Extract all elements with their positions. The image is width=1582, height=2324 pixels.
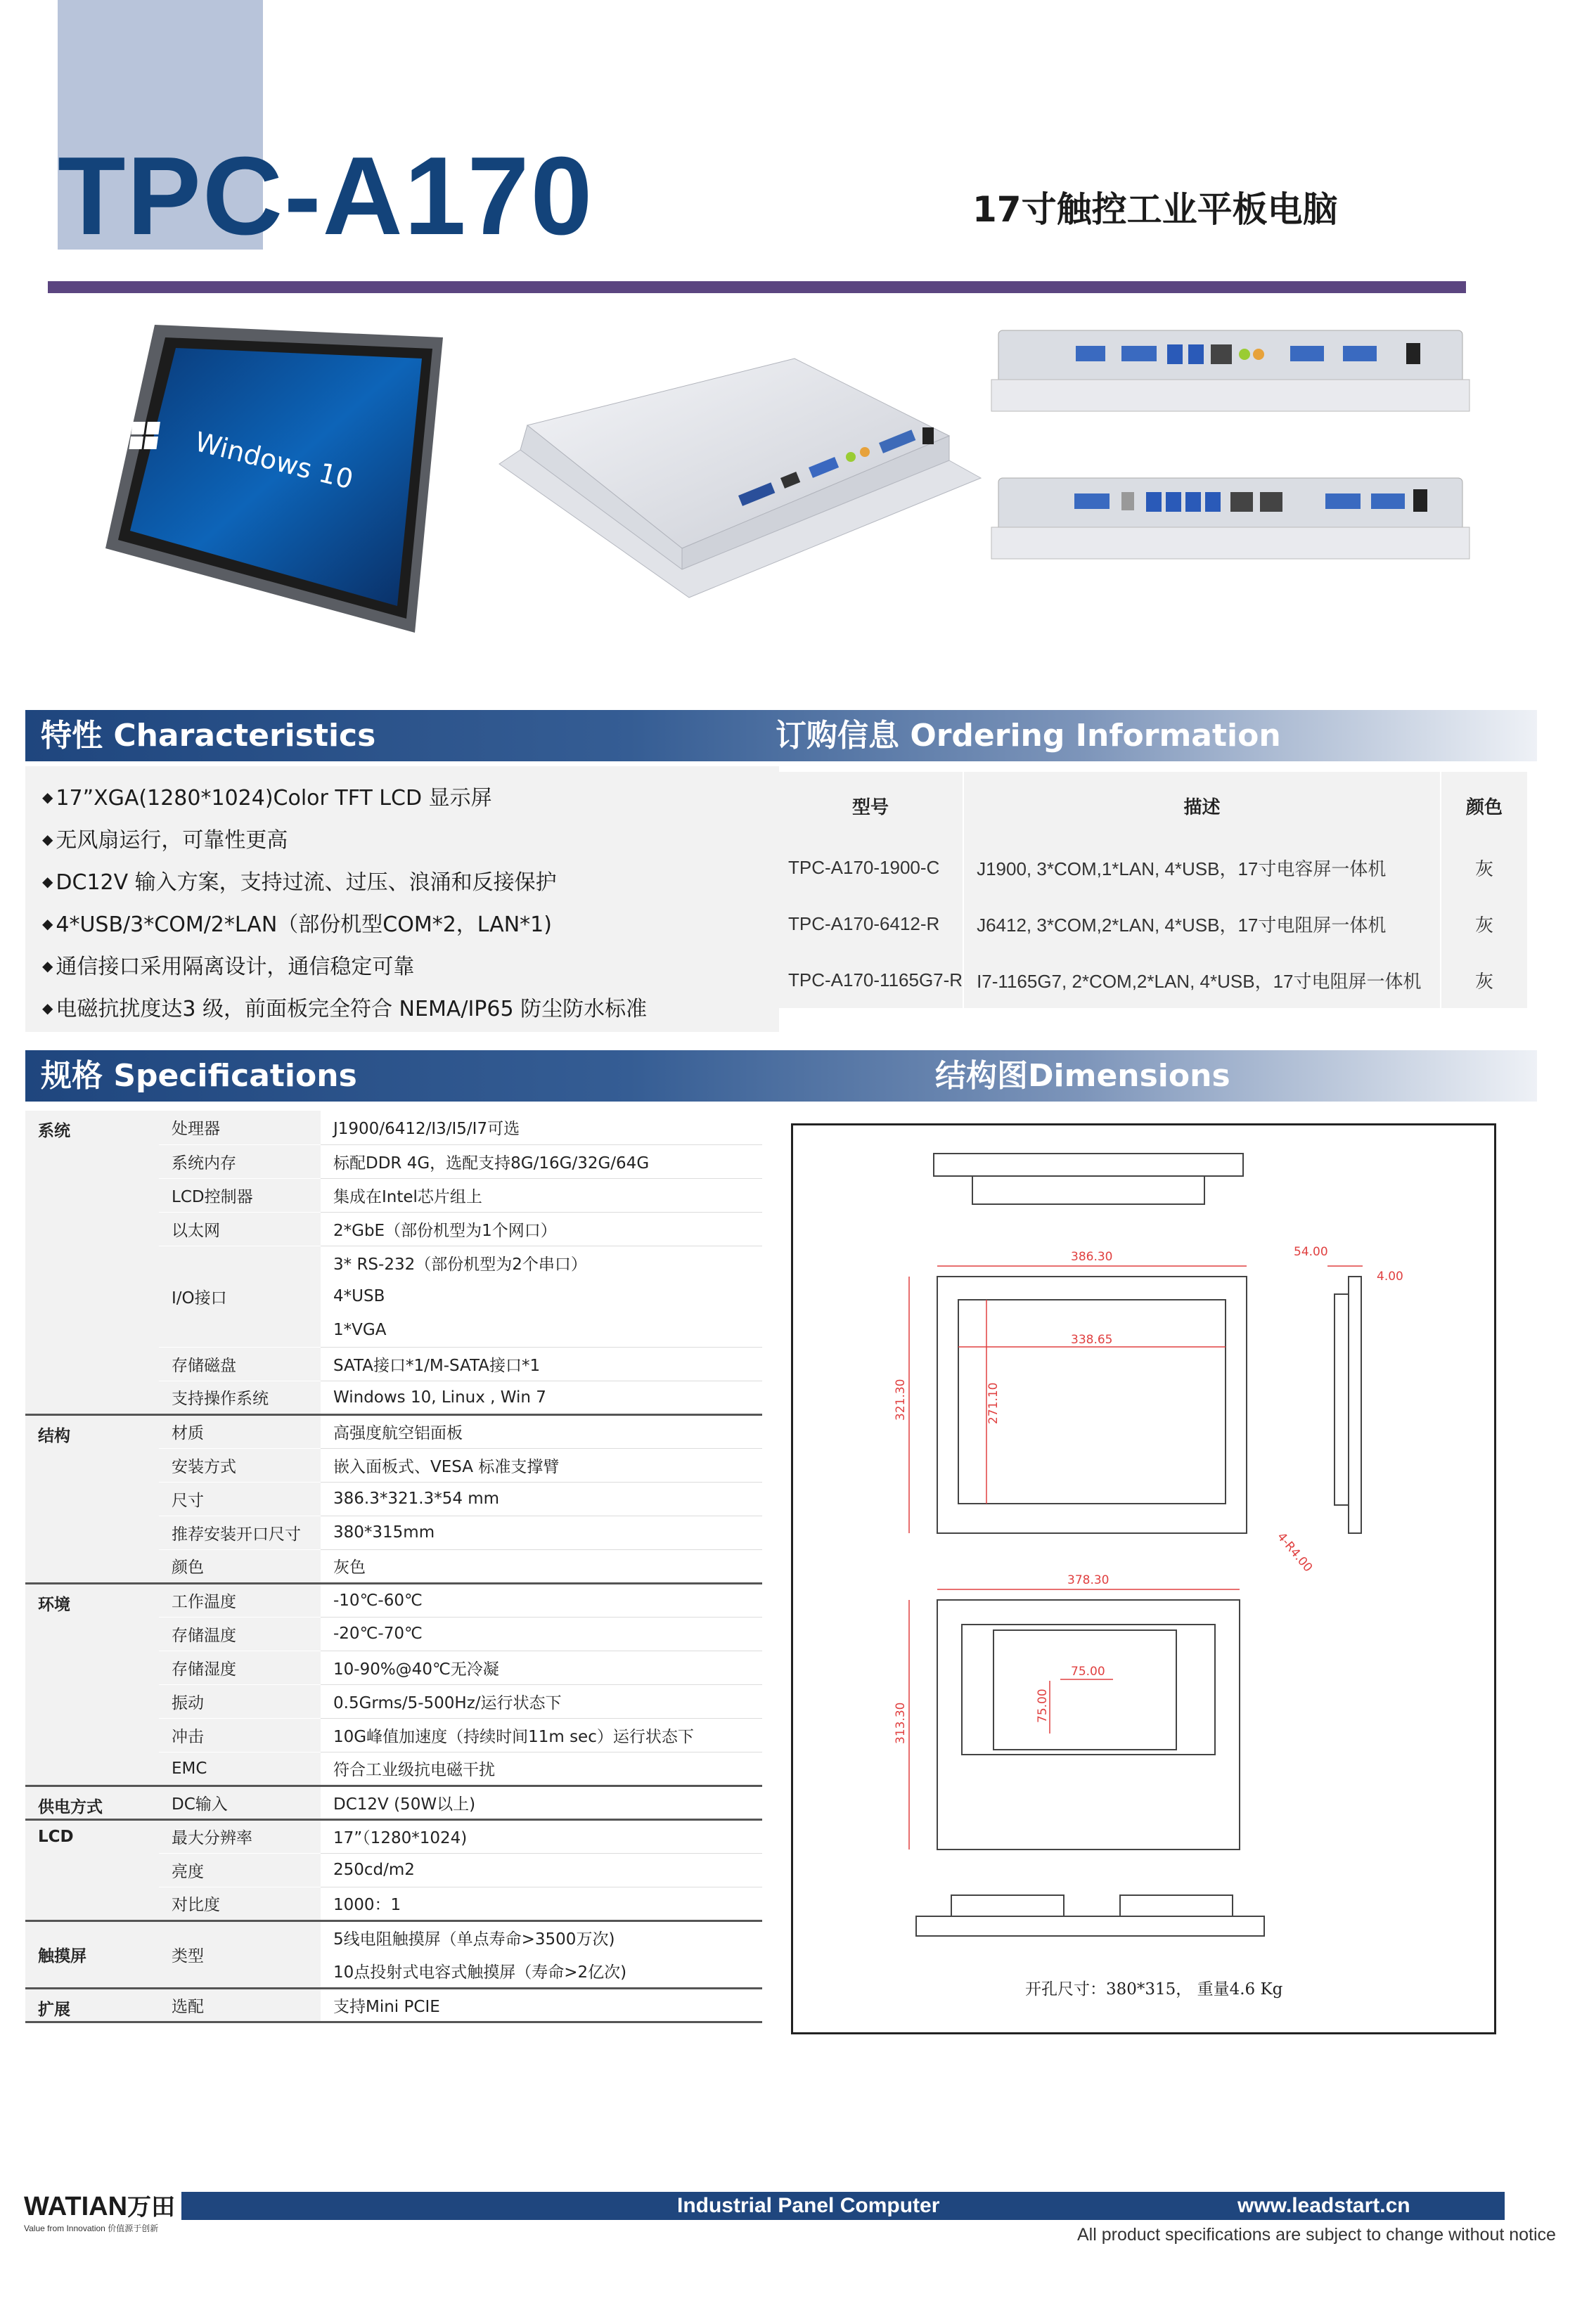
ordering-col-color: 颜色: [1441, 772, 1528, 839]
feature-item: ◆ 4*USB/3*COM/2*LAN（部份机型COM*2，LAN*1): [42, 912, 552, 937]
dim-bezel: 4.00: [1377, 1270, 1403, 1284]
product-images: [35, 316, 1477, 647]
dim-vesa-w: 75.00: [1071, 1665, 1105, 1679]
dim-back-width: 378.30: [1067, 1573, 1110, 1587]
spec-category: 触摸屏: [25, 1920, 159, 1988]
dim-front-width: 386.30: [1071, 1250, 1113, 1264]
footer-url[interactable]: www.leadstart.cn: [1237, 2194, 1410, 2217]
characteristics-title: 特性 Characteristics: [41, 718, 376, 754]
spec-category: 结构: [25, 1414, 159, 1583]
rear-panel-image: [499, 359, 981, 598]
front-panel-image: [105, 325, 443, 633]
specifications-title: 规格 Specifications: [41, 1058, 357, 1094]
dim-corner: 4-R4.00: [1274, 1530, 1316, 1575]
dim-inner-width: 338.65: [1071, 1333, 1113, 1347]
dimensions-svg: [793, 1125, 1494, 2032]
product-subtitle: 17寸触控工业平板电脑: [972, 189, 1338, 230]
footer-center-text: Industrial Panel Computer: [677, 2194, 940, 2217]
spec-category: LCD: [25, 1819, 159, 1920]
side-view-bottom: [991, 478, 1470, 559]
product-model: TPC-A170: [58, 134, 594, 258]
dimensions-caption: 开孔尺寸：380*315， 重量4.6 Kg: [1025, 1980, 1283, 1999]
feature-item: ◆ 电磁抗扰度达3 级，前面板完全符合 NEMA/IP65 防尘防水标准: [42, 997, 648, 1021]
ordering-table: [778, 772, 1529, 1008]
header-divider: [48, 281, 1466, 293]
dimensions-drawing: [791, 1123, 1496, 2034]
brand-logo: WATIAN万田 Value from Innovation 价值源于创新: [24, 2192, 176, 2233]
footer-note: All product specifications are subject to change without notice: [1077, 2225, 1556, 2245]
feature-item: ◆ 17”XGA(1280*1024)Color TFT LCD 显示屏: [42, 786, 492, 811]
spec-category: 环境: [25, 1583, 159, 1786]
spec-category: 扩展: [25, 1988, 159, 2022]
feature-item: ◆ DC12V 输入方案，支持过流、过压、浪涌和反接保护: [42, 870, 557, 895]
table-row: TPC-A170-6412-R J6412, 3*COM,2*LAN, 4*USB，17寸电阻屏一体机 灰: [778, 896, 1528, 952]
dim-depth: 54.00: [1294, 1245, 1328, 1259]
ordering-header-row: [778, 772, 1528, 839]
spec-category: 系统: [25, 1111, 159, 1414]
specifications-table: 系统 处理器 J1900/6412/I3/I5/I7可选 系统内存 标配DDR 4G，选配支持8G/16G/32G/64G LCD控制器 集成在Intel芯片组上 以太网 2*GbE（部份机型为1个网口） I/O接口 3* RS-232（部份机型为2个串口） 4*USB 1*VGA 存储磁盘 SATA接口*1/M-SATA接口*1 支持操作系统 Windows 10, Linux , Win 7 结构 材质 高强度航空铝面板 安装方式 嵌入面板式、VESA 标准支撑臂 尺寸 386.3*321.3*54 mm 推荐安装开口尺寸 380*315mm 颜色 灰色 环境 工作温度 -10℃-60℃ 存储温度 -20℃-70℃ 存储湿度 10-90%@40℃无冷凝 振动 0.5Grms/5-500Hz/运行状态下 冲击 10G峰值加速度（持续时间11m sec）运行状态下 EMC 符合工业级抗电磁干扰 供电方式 DC输入 DC12V (50W以上) LCD 最大分辨率 17”（1280*1024) 亮度 250cd/m2 对比度 1000：1 触摸屏 类型 5线电阻触摸屏（单点寿命>3500万次) 10点投射式电容式触摸屏（寿命>2亿次) 扩展 选配 支持Mini PCIE: [25, 1111, 762, 2023]
feature-item: ◆ 通信接口采用隔离设计，通信稳定可靠: [42, 955, 415, 979]
dim-front-height: 321.30: [894, 1379, 908, 1421]
ordering-col-model: 型号: [778, 772, 963, 839]
dimensions-title: 结构图Dimensions: [935, 1058, 1230, 1094]
table-row: TPC-A170-1900-C J1900, 3*COM,1*LAN, 4*USB，17寸电容屏一体机 灰: [778, 839, 1528, 896]
spec-category: 供电方式: [25, 1786, 159, 1819]
dim-inner-height: 271.10: [986, 1382, 1001, 1424]
dim-vesa-h: 75.00: [1036, 1689, 1050, 1723]
side-view-top: [991, 330, 1470, 411]
table-row: TPC-A170-1165G7-R I7-1165G7, 2*COM,2*LAN, 4*USB，17寸电阻屏一体机 灰: [778, 952, 1528, 1008]
ordering-col-desc: 描述: [963, 772, 1441, 839]
characteristics-list: [25, 766, 779, 1032]
ordering-title: 订购信息 Ordering Information: [776, 718, 1281, 754]
dim-back-height: 313.30: [894, 1702, 908, 1744]
feature-item: ◆ 无风扇运行，可靠性更高: [42, 828, 288, 853]
windows-logo-text: Windows 10: [191, 426, 356, 496]
